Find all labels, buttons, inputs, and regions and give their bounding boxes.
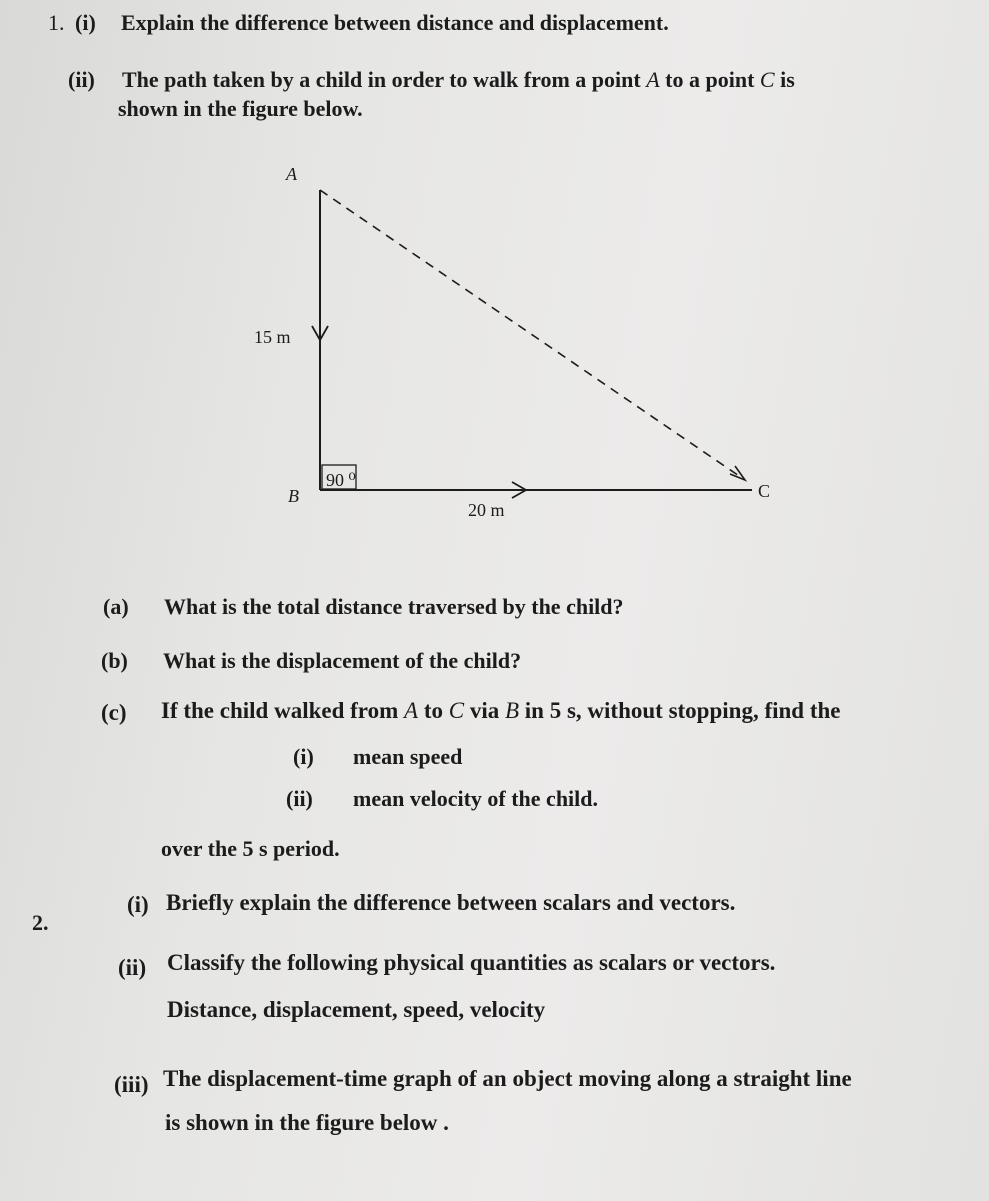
- label-20m: 20 m: [468, 500, 505, 520]
- q2-number: 2.: [32, 910, 49, 935]
- q1-part-ii-text-3: is: [780, 67, 795, 92]
- q1-point-a: A: [646, 67, 660, 92]
- path-figure: [240, 160, 800, 530]
- label-angle: 90 ⁰: [326, 470, 356, 490]
- q1-c-via: via: [469, 698, 500, 723]
- q1-part-ii-line1: [122, 67, 795, 93]
- q1-c-text: [161, 698, 840, 724]
- q1-b-label: (b): [101, 648, 128, 673]
- q1-c-point-c: C: [448, 698, 465, 723]
- label-c: C: [758, 481, 771, 501]
- q1-part-ii-label: (ii): [68, 67, 95, 92]
- q1-c-i-label: (i): [293, 744, 314, 769]
- q1-c-point-b: B: [504, 698, 520, 723]
- q2-quantities: Distance, displacement, speed, velocity: [167, 997, 546, 1022]
- q1-over-period: over the 5 s period.: [161, 836, 340, 861]
- q1-point-c: C: [759, 67, 775, 92]
- q2-part-iii-label: (iii): [114, 1072, 149, 1097]
- q1-part-ii-text-2: to a point: [665, 67, 755, 92]
- q1-c-to: to: [423, 698, 443, 723]
- q1-number: 1.: [48, 10, 65, 35]
- q1-c-ii-text: mean velocity of the child.: [353, 786, 599, 811]
- q1-c-post: in 5 s, without stopping, find the: [524, 698, 841, 723]
- q1-part-ii-line2: shown in the figure below.: [118, 96, 363, 121]
- label-b: B: [288, 486, 299, 506]
- label-15m: 15 m: [254, 327, 291, 347]
- q2-part-i-text: Briefly explain the difference between scalars and vectors.: [166, 890, 736, 915]
- q2-part-iii-line2: is shown in the figure below .: [165, 1110, 449, 1135]
- q1-c-point-a: A: [404, 698, 419, 723]
- q2-part-ii-text: Classify the following physical quantities as scalars or vectors.: [167, 950, 776, 975]
- q2-part-iii-line1: The displacement-time graph of an object moving along a straight line: [163, 1066, 852, 1091]
- q1-part-i-text: Explain the difference between distance and displacement.: [121, 10, 669, 35]
- q1-part-i-label: (i): [75, 10, 96, 35]
- hypotenuse-dashed-line: [320, 190, 745, 480]
- q1-a-text: What is the total distance traversed by the child?: [164, 594, 624, 619]
- q2-part-ii-label: (ii): [118, 955, 147, 980]
- label-a: A: [286, 164, 297, 184]
- q1-c-ii-label: (ii): [286, 786, 313, 811]
- q1-a-label: (a): [103, 594, 129, 619]
- q1-c-label: (c): [101, 700, 127, 725]
- q1-part-ii-text-1: The path taken by a child in order to walk from a point: [122, 67, 641, 92]
- q1-c-pre: If the child walked from: [161, 698, 399, 723]
- q1-b-text: What is the displacement of the child?: [163, 648, 522, 673]
- q1-c-i-text: mean speed: [353, 744, 463, 769]
- q2-part-i-label: (i): [127, 892, 149, 917]
- arrow-diagonal-icon: [730, 466, 745, 480]
